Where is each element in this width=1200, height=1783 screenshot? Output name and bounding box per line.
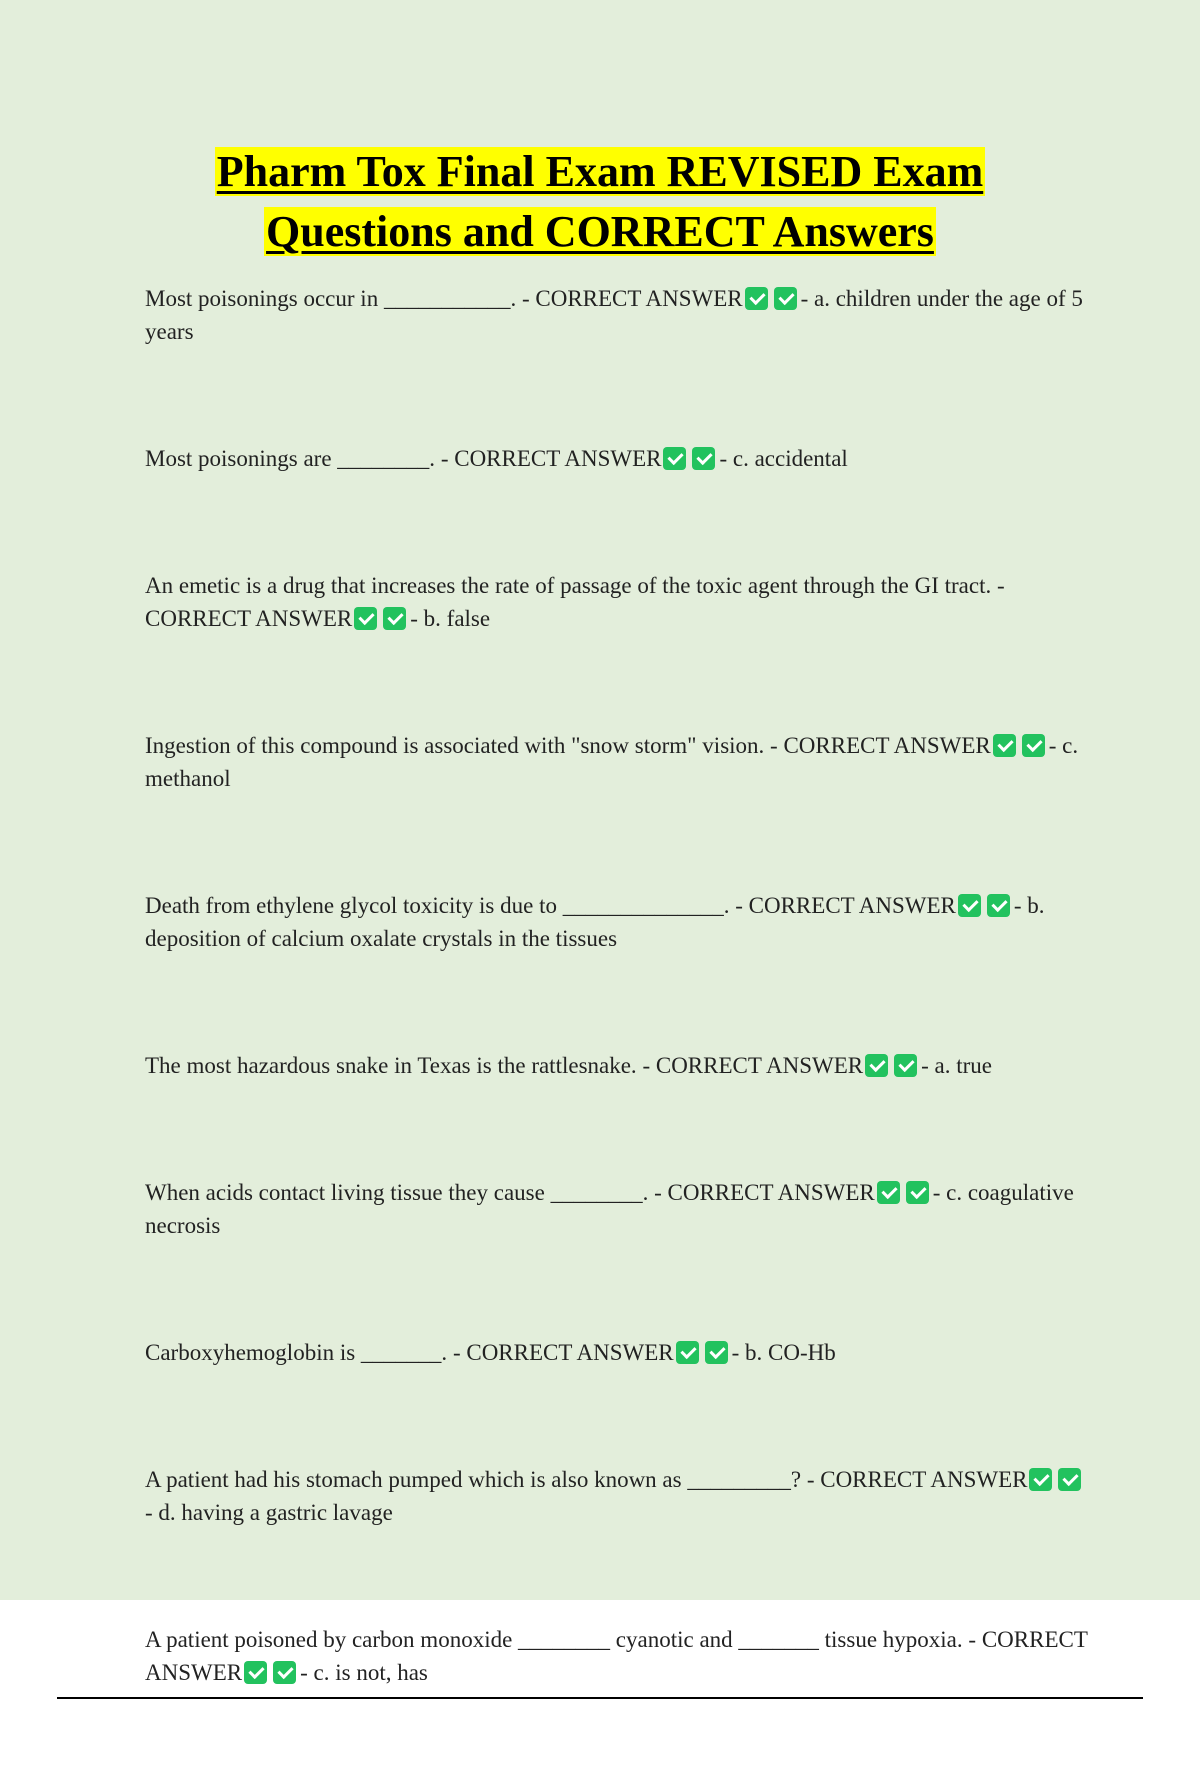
answer-text: - c. coagulative necrosis	[145, 1180, 1074, 1238]
green-checkmark-icon	[894, 1054, 917, 1077]
correct-answer-marker: - CORRECT ANSWER	[440, 446, 662, 471]
question-text: Most poisonings are ________.	[145, 446, 436, 471]
answer-text: - b. false	[410, 606, 491, 631]
correct-answer-marker: - CORRECT ANSWER	[770, 733, 991, 758]
correct-answer-marker: - CORRECT ANSWER	[642, 1053, 864, 1078]
answer-text: - a. true	[921, 1053, 992, 1078]
green-checkmark-icon	[958, 894, 981, 917]
qa-item-6	[145, 1049, 1090, 1082]
green-checkmark-icon	[993, 734, 1016, 757]
green-checkmark-icon	[865, 1054, 888, 1077]
question-text: When acids contact living tissue they cause ________.	[145, 1180, 649, 1205]
answer-text: - a. children under the age of 5 years	[145, 286, 1083, 344]
question-text: Ingestion of this compound is associated with "snow storm" vision.	[145, 733, 765, 758]
question-text: The most hazardous snake in Texas is the rattlesnake.	[145, 1053, 637, 1078]
green-checkmark-icon	[705, 1341, 728, 1364]
green-checkmark-icon	[354, 607, 377, 630]
answer-text: - d. having a gastric lavage	[145, 1500, 393, 1525]
title-line-2: Questions and CORRECT Answers	[266, 207, 934, 256]
green-checkmark-icon	[663, 447, 686, 470]
qa-item-3	[145, 569, 1090, 635]
question-text: Death from ethylene glycol toxicity is due to ______________.	[145, 893, 730, 918]
green-checkmark-icon	[906, 1181, 929, 1204]
answer-text: - c. is not, has	[300, 1660, 428, 1685]
green-checkmark-icon	[383, 607, 406, 630]
green-checkmark-icon	[774, 287, 797, 310]
qa-item-8	[145, 1336, 1090, 1369]
question-text: A patient poisoned by carbon monoxide ________ cyanotic and _______ tissue hypoxia.	[145, 1627, 963, 1652]
title-line-1: Pharm Tox Final Exam REVISED Exam	[216, 147, 984, 196]
qa-item-1	[145, 282, 1090, 348]
answer-text: - b. CO-Hb	[731, 1340, 836, 1365]
green-checkmark-icon	[244, 1661, 267, 1684]
correct-answer-marker: - CORRECT ANSWER	[806, 1467, 1028, 1492]
qa-item-2	[145, 442, 1090, 475]
green-checkmark-icon	[273, 1661, 296, 1684]
correct-answer-marker: - CORRECT ANSWER	[452, 1340, 674, 1365]
answer-text: - c. methanol	[145, 733, 1079, 791]
question-text: A patient had his stomach pumped which is also known as _________?	[145, 1467, 802, 1492]
green-checkmark-icon	[1058, 1468, 1081, 1491]
green-checkmark-icon	[1029, 1468, 1052, 1491]
footer-divider	[57, 1697, 1143, 1699]
green-checkmark-icon	[987, 894, 1010, 917]
green-checkmark-icon	[692, 447, 715, 470]
qa-item-7	[145, 1176, 1090, 1242]
green-checkmark-icon	[745, 287, 768, 310]
green-checkmark-icon	[676, 1341, 699, 1364]
answer-text: - c. accidental	[719, 446, 848, 471]
question-text: An emetic is a drug that increases the rate of passage of the toxic agent through the GI tract.	[145, 573, 992, 598]
question-text: Carboxyhemoglobin is _______.	[145, 1340, 448, 1365]
correct-answer-marker: - CORRECT ANSWER	[735, 893, 956, 918]
question-text: Most poisonings occur in ___________.	[145, 286, 517, 311]
qa-item-9	[145, 1463, 1090, 1529]
qa-item-5	[145, 889, 1090, 955]
correct-answer-marker: - CORRECT ANSWER	[145, 1627, 1088, 1685]
document-title	[60, 142, 1140, 262]
qa-item-4	[145, 729, 1090, 795]
qa-item-10	[145, 1623, 1090, 1689]
correct-answer-marker: - CORRECT ANSWER	[521, 286, 743, 311]
correct-answer-marker: - CORRECT ANSWER	[654, 1180, 875, 1205]
green-checkmark-icon	[1022, 734, 1045, 757]
correct-answer-marker: - CORRECT ANSWER	[145, 573, 1005, 631]
answer-text: - b. deposition of calcium oxalate crystals in the tissues	[145, 893, 1045, 951]
question-list	[145, 282, 1090, 1783]
green-checkmark-icon	[877, 1181, 900, 1204]
